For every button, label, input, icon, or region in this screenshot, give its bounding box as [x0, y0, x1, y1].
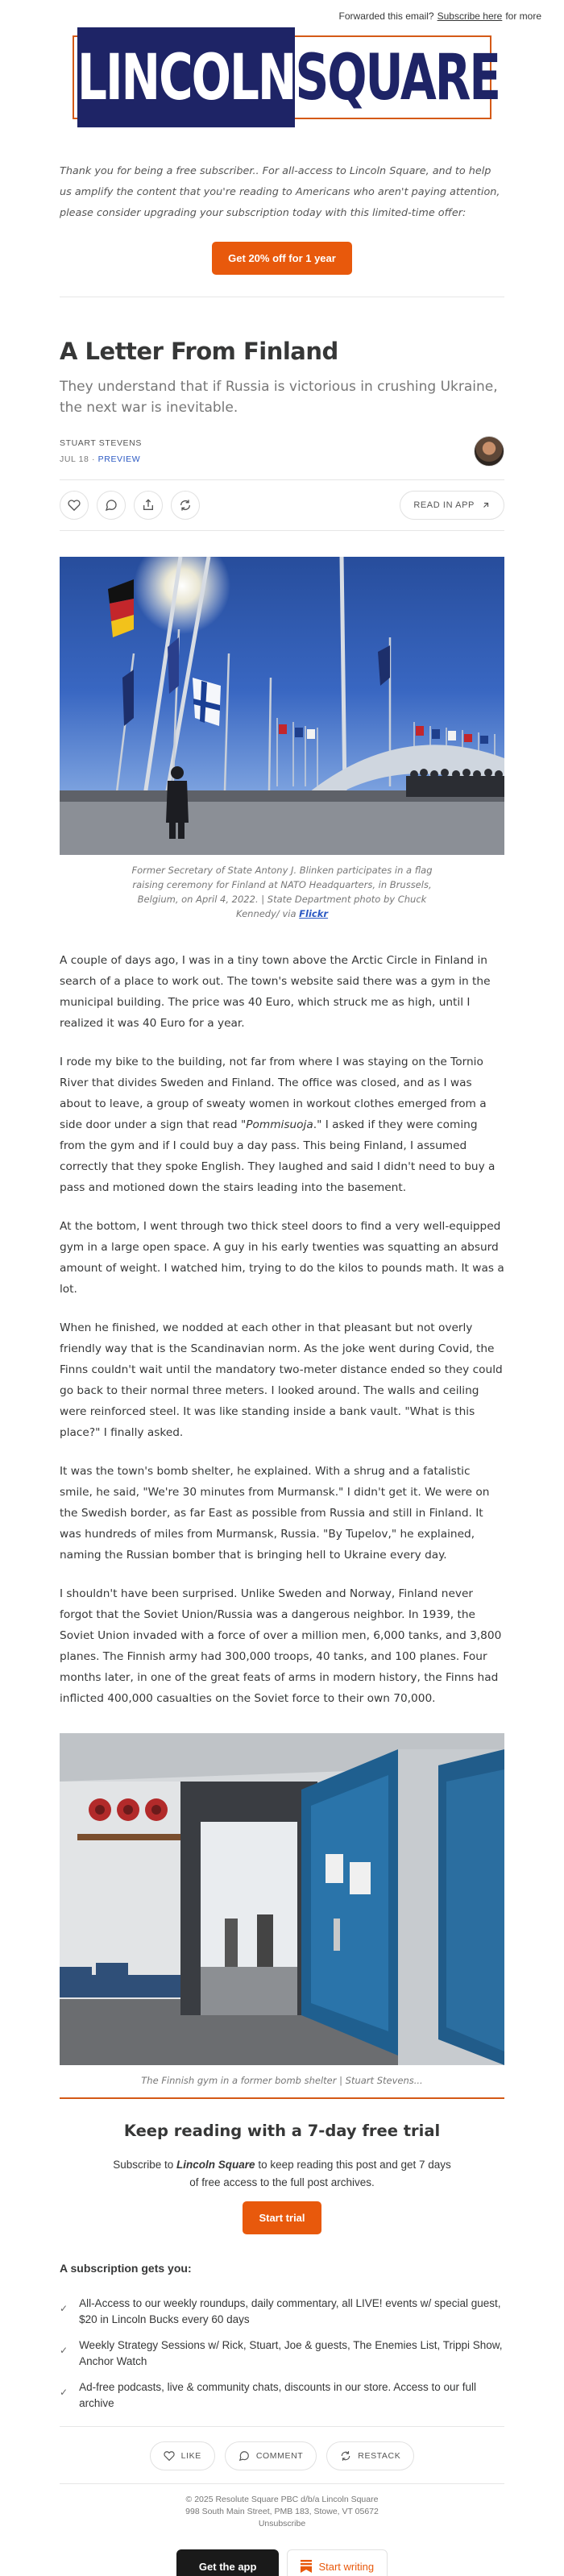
like-label: LIKE — [180, 2451, 201, 2461]
comment-icon — [105, 499, 118, 512]
pommisuoja-term: Pommisuoja — [246, 1118, 313, 1131]
check-icon: ✓ — [60, 2345, 68, 2356]
date-separator: · — [92, 454, 96, 464]
publication-logo[interactable] — [0, 35, 564, 119]
like-button[interactable] — [60, 491, 89, 520]
forwarded-text: Forwarded this email? — [338, 10, 434, 22]
body-paragraph: At the bottom, I went through two thick steel doors to find a very well-equipped gym in a large open space. A guy in his early twenties was squatting an absurd amount of weight. I watched him, trying to do the kilos to pounds math. It was a lot. — [60, 1220, 504, 1296]
restack-label: RESTACK — [358, 2451, 401, 2461]
author-avatar[interactable] — [474, 436, 504, 467]
get-the-app-button[interactable]: Get the app — [176, 2549, 280, 2576]
check-icon: ✓ — [60, 2303, 68, 2314]
author-name[interactable]: STUART STEVENS — [60, 438, 142, 448]
preview-badge: PREVIEW — [97, 454, 141, 464]
restack-icon — [179, 499, 192, 512]
share-button[interactable] — [134, 491, 163, 520]
body-paragraph: A couple of days ago, I was in a tiny town above the Arctic Circle in Finland in search of a place to work out. The town's website said there was a gym in the municipal building. The price was 40 Euro, which struck me as high, until I realized it was 40 Euro for a year. — [60, 954, 491, 1030]
substack-icon — [301, 2560, 312, 2573]
comment-button[interactable] — [97, 491, 126, 520]
caption-text: Former Secretary of State Antony J. Blinken participates in a flag raising ceremony for Finland at NATO Headquarters, in Brussels, Belgium, on April 4, 2022. | State Department photo by Chuck Kennedy/ via — [131, 865, 433, 919]
logo-word-square: SQUARE — [295, 40, 500, 114]
post-subtitle: They understand that if Russia is victorious in crushing Ukraine, the next war is inevitable. — [60, 379, 498, 416]
start-writing-label: Start writing — [318, 2560, 375, 2573]
body-paragraph: I shouldn't have been surprised. Unlike Sweden and Norway, Finland never forgot that the Soviet Union/Russia was a dangerous neighbor. In 1939, the Soviet Union invaded with a force of over a million men, 6,000 tanks, and 3,800 planes. The Finnish army had 300,000 troops, 40 tanks, and 100 planes. Four months later, in one of the great feats of arms in modern history, the Finns had inflicted 400,000 casualties on the Soviet force to their own 70,000. — [60, 1587, 502, 1705]
divider — [60, 479, 504, 480]
benefits-heading: A subscription gets you: — [60, 2262, 192, 2275]
list-item — [60, 2296, 504, 2328]
for-more-text: for more — [505, 10, 541, 22]
footer-restack-button[interactable] — [326, 2441, 414, 2470]
body-paragraph — [60, 1052, 504, 1198]
paragraph-text: ." I asked if they were coming from the gym and if I could buy a day pass. This being Finland, I assumed correctly that they spoke English. They laughed and said I didn't need to buy a pass and motioned down the stairs leading into the basement. — [60, 1118, 496, 1194]
post-actions — [60, 491, 504, 520]
flag-ceremony-photo[interactable] — [60, 557, 504, 855]
bomb-shelter-gym-photo[interactable] — [60, 1733, 504, 2065]
divider — [60, 2426, 504, 2427]
divider — [60, 2483, 504, 2484]
paywall-divider — [60, 2097, 504, 2099]
check-icon: ✓ — [60, 2387, 68, 2398]
benefit-text: Ad-free podcasts, live & community chats, discounts in our store. Access to our full archive — [79, 2381, 477, 2409]
start-trial-button[interactable]: Start trial — [243, 2201, 321, 2234]
paywall-text: Subscribe to — [113, 2159, 174, 2171]
subscribe-here-link[interactable]: Subscribe here — [437, 10, 503, 22]
comment-label: COMMENT — [255, 2451, 304, 2461]
paywall-title: Keep reading with a 7-day free trial — [123, 2122, 441, 2140]
gym-door-illustration — [60, 1733, 504, 2065]
heart-icon — [164, 2450, 175, 2462]
share-icon — [142, 499, 155, 512]
benefits-list — [60, 2296, 504, 2412]
body-paragraph: When he finished, we nodded at each other in that pleasant but not overly friendly way that is the Scandinavian norm. As the joke went during Covid, the Finns couldn't wait until the mandatory two-meter distance ended so they could go back to their normal three meters. I looked around. The walls and ceiling were reinforced steel. It was like standing inside a bank vault. "What is this place?" I finally asked. — [60, 1321, 503, 1439]
benefit-text: All-Access to our weekly roundups, daily commentary, all LIVE! events w/ special guest, $20 in Lincoln Bucks every 60 days — [79, 2297, 501, 2325]
photo-caption: The Finnish gym in a former bomb shelter | Stuart Stevens... — [141, 2075, 423, 2086]
app-buttons — [60, 2549, 504, 2576]
post-title[interactable]: A Letter From Finland — [60, 338, 338, 365]
restack-button[interactable] — [171, 491, 200, 520]
subscriber-intro: Thank you for being a free subscriber.. For all-access to Lincoln Square, and to help us amplify the content that you're reading to Americans who aren't paying attention, please consider upgrading your subscription today with this limited-time offer: — [60, 165, 500, 219]
footer-actions — [60, 2441, 504, 2470]
benefit-text: Weekly Strategy Sessions w/ Rick, Stuart, Joe & guests, The Enemies List, Trippi Show, Anchor Watch — [79, 2339, 503, 2367]
footer-comment-button[interactable] — [225, 2441, 317, 2470]
photo-caption — [60, 855, 504, 921]
read-in-app-label: READ IN APP — [413, 500, 475, 510]
copyright-text: © 2025 Resolute Square PBC d/b/a Lincoln Square — [185, 2495, 379, 2504]
paywall-brand: Lincoln Square — [176, 2159, 255, 2171]
footer-like-button[interactable] — [150, 2441, 215, 2470]
paragraph-text: I rode my bike to the building, not far from where I was staying on the Tornio River that divides Sweden and Finland. The office was closed, and as I was about to leave, a group of sweaty women in workout clothes emerged from a side door under a sign that read " — [60, 1056, 487, 1131]
start-writing-button[interactable] — [287, 2549, 388, 2576]
divider — [60, 530, 504, 531]
footer-legal — [60, 2494, 504, 2530]
byline — [60, 436, 504, 467]
paywall-text: to keep reading this post and get 7 days of free access to the full post archives. — [189, 2159, 451, 2188]
date-text: JUL 18 — [60, 454, 89, 464]
paywall-description — [113, 2156, 451, 2192]
list-item — [60, 2379, 504, 2412]
flag-ceremony-illustration — [60, 557, 504, 855]
address-text: 998 South Main Street, PMB 183, Stowe, VT 05672 — [185, 2507, 379, 2516]
flickr-link[interactable]: Flickr — [299, 908, 329, 919]
unsubscribe-link[interactable]: Unsubscribe — [258, 2519, 306, 2528]
external-arrow-icon — [481, 500, 491, 510]
discount-offer-button[interactable]: Get 20% off for 1 year — [212, 242, 352, 275]
heart-icon — [68, 499, 81, 512]
comment-icon — [238, 2450, 250, 2462]
post-date — [60, 454, 142, 464]
body-paragraph: It was the town's bomb shelter, he explained. With a shrug and a fatalistic smile, he said, "We're 30 minutes from Murmansk." I didn't get it. We were on the Swedish border, as far East as possible from Russia and still in Finland. It was hundreds of miles from Murmansk, Russia. "By Tupelov," he explained, naming the Russian bomber that is bringing hell to Ukraine every day. — [60, 1465, 490, 1562]
restack-icon — [340, 2450, 351, 2462]
read-in-app-button[interactable] — [400, 491, 504, 520]
logo-word-lincoln: LINCOLN — [77, 27, 295, 127]
list-item — [60, 2337, 504, 2370]
